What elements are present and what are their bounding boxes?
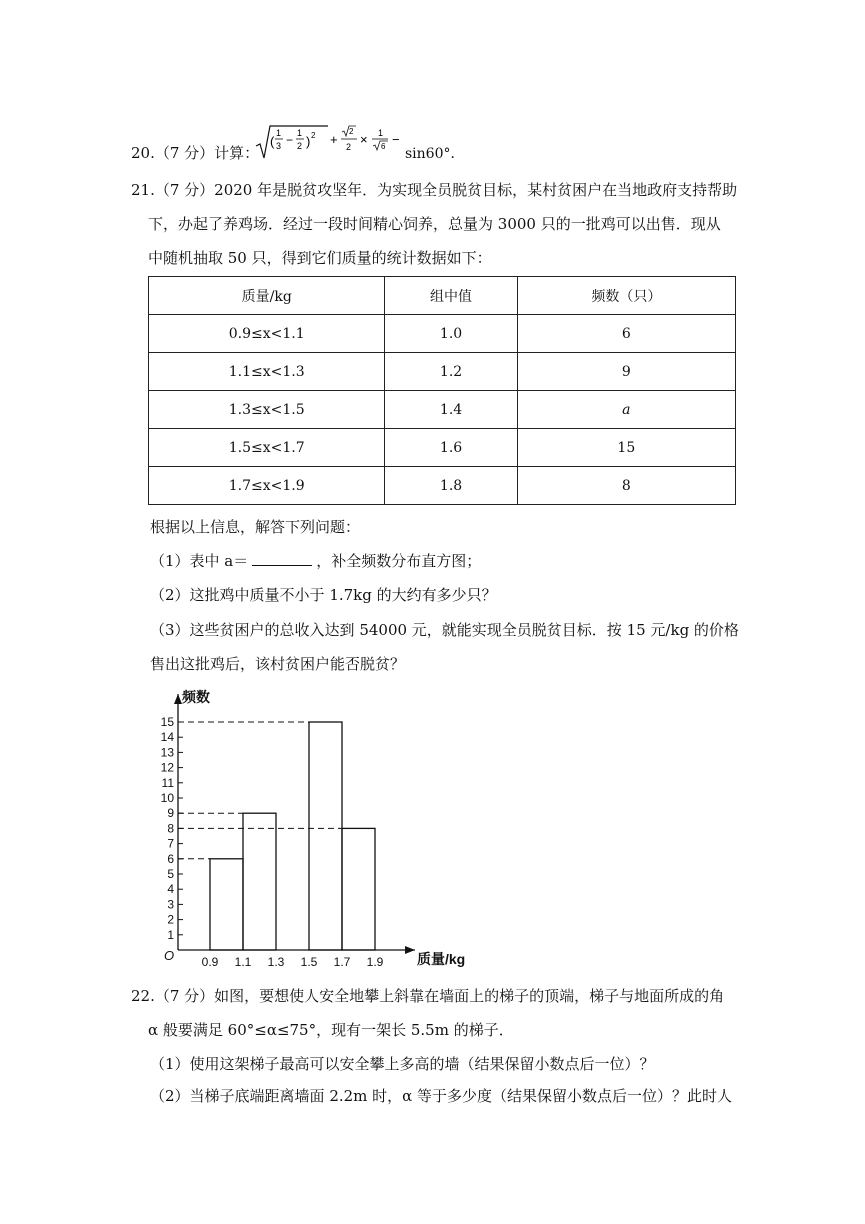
y-tick-label: 10 xyxy=(160,791,174,805)
x-axis-arrow xyxy=(405,946,415,954)
svg-text:1: 1 xyxy=(276,128,282,138)
table-cell: 1.0 xyxy=(385,315,517,353)
table-header: 质量/kg xyxy=(149,277,385,315)
q21-part3b: 售出这批鸡后，该村贫困户能否脱贫？ xyxy=(150,655,406,673)
table-cell: 1.1≤x<1.3 xyxy=(149,353,385,391)
svg-text:2: 2 xyxy=(311,131,316,140)
x-tick-label: 1.3 xyxy=(267,955,285,969)
y-tick-label: 1 xyxy=(167,927,174,942)
answer-blank[interactable] xyxy=(252,551,312,566)
svg-text:6: 6 xyxy=(381,142,386,151)
q22-part2: （2）当梯子底端距离墙面 2.2m 时，α 等于多少度（结果保留小数点后一位）？此时人 xyxy=(150,1087,733,1105)
x-tick-label: 1.5 xyxy=(300,955,318,969)
q21-line2: 下，办起了养鸡场．经过一段时间精心饲养，总量为 3000 只的一批鸡可以出售．现从 xyxy=(148,215,721,233)
q21-part2: （2）这批鸡中质量不小于 1.7kg 的大约有多少只？ xyxy=(150,586,497,604)
histogram-bar xyxy=(210,859,243,950)
svg-text:2: 2 xyxy=(349,127,354,136)
y-tick-label: 12 xyxy=(160,760,174,775)
y-tick-label: 7 xyxy=(167,836,174,851)
histogram-bar xyxy=(243,813,276,950)
table-cell: 1.7≤x<1.9 xyxy=(149,467,385,505)
table-cell: 1.3≤x<1.5 xyxy=(149,391,385,429)
table-row xyxy=(149,391,736,429)
y-axis-arrow xyxy=(174,694,182,704)
svg-text:+: + xyxy=(330,132,338,147)
q22-part1: （1）使用这架梯子最高可以安全攀上多高的墙（结果保留小数点后一位）？ xyxy=(150,1055,655,1073)
y-tick-label: 4 xyxy=(167,882,174,897)
y-tick-label: 13 xyxy=(160,745,174,760)
histogram-bar xyxy=(309,722,342,950)
q20-formula-svg xyxy=(254,122,414,162)
svg-text:3: 3 xyxy=(276,141,282,151)
table-row xyxy=(149,467,736,505)
table-cell: 0.9≤x<1.1 xyxy=(149,315,385,353)
histogram-bar xyxy=(342,828,375,950)
table-row xyxy=(149,315,736,353)
x-tick-label: 0.9 xyxy=(201,955,219,969)
table-header-row xyxy=(149,277,736,315)
q22-line1: 22.（7 分）如图，要想使人安全地攀上斜靠在墙面上的梯子的顶端，梯子与地面所成的角 xyxy=(131,987,725,1005)
svg-text:(: ( xyxy=(270,134,275,149)
table-cell: 8 xyxy=(517,467,735,505)
svg-text:1: 1 xyxy=(378,128,384,138)
svg-text:): ) xyxy=(306,134,311,149)
frequency-table xyxy=(148,276,736,505)
x-tick-label: 1.9 xyxy=(366,955,384,969)
q21-part1-a: （1）表中 a＝ xyxy=(150,552,249,570)
table-cell: 1.6 xyxy=(385,429,517,467)
y-tick-label: 9 xyxy=(167,806,174,821)
svg-text:1: 1 xyxy=(297,128,303,138)
q21-line3: 中随机抽取 50 只，得到它们质量的统计数据如下： xyxy=(148,249,492,267)
y-tick-label: 5 xyxy=(167,867,174,881)
q20-suffix: sin60°． xyxy=(405,146,465,162)
x-tick-label: 1.1 xyxy=(234,955,252,969)
table-cell: 1.5≤x<1.7 xyxy=(149,429,385,467)
y-tick-label: 2 xyxy=(167,912,174,927)
table-cell: 15 xyxy=(517,429,735,467)
q20-prefix: 20.（7 分）计算： xyxy=(131,144,260,162)
q20-line xyxy=(131,143,259,163)
y-tick-label: 14 xyxy=(160,730,174,745)
table-cell: 1.8 xyxy=(385,467,517,505)
y-tick-label: 8 xyxy=(167,821,174,836)
svg-text:−: − xyxy=(286,133,294,147)
x-axis-title: 质量/kg xyxy=(417,951,466,967)
q20-formula xyxy=(254,122,414,162)
origin-label: O xyxy=(164,948,175,963)
q21-part1-b: ，补全频数分布直方图； xyxy=(316,552,482,570)
q21-part3a: （3）这些贫困户的总收入达到 54000 元，就能实现全员脱贫目标．按 15 元/kg 的价格 xyxy=(150,621,739,639)
x-tick-label: 1.7 xyxy=(333,955,351,969)
table-header: 组中值 xyxy=(385,277,517,315)
table-cell: 1.2 xyxy=(385,353,517,391)
svg-text:2: 2 xyxy=(297,141,303,151)
y-tick-label: 11 xyxy=(161,775,174,790)
svg-text:×: × xyxy=(360,132,368,147)
y-tick-label: 15 xyxy=(160,715,174,729)
q21-part1 xyxy=(150,551,481,571)
table-cell: 6 xyxy=(517,315,735,353)
table-row xyxy=(149,353,736,391)
svg-text:2: 2 xyxy=(346,142,352,152)
q21-intro: 根据以上信息，解答下列问题： xyxy=(150,518,361,536)
table-cell: a xyxy=(517,391,735,429)
y-tick-label: 6 xyxy=(167,851,174,866)
table-header: 频数（只） xyxy=(517,277,735,315)
y-tick-label: 3 xyxy=(167,897,174,912)
y-axis-title: 频数 xyxy=(182,689,210,705)
q22-line2: α 般要满足 60°≤α≤75°，现有一架长 5.5m 的梯子． xyxy=(148,1021,514,1039)
q21-line1: 21.（7 分）2020 年是脱贫攻坚年．为实现全员脱贫目标，某村贫困户在当地政府支持帮助 xyxy=(131,181,738,199)
frequency-histogram xyxy=(140,682,480,972)
table-cell: 9 xyxy=(517,353,735,391)
svg-text:−: − xyxy=(392,132,400,147)
table-row xyxy=(149,429,736,467)
table-cell: 1.4 xyxy=(385,391,517,429)
